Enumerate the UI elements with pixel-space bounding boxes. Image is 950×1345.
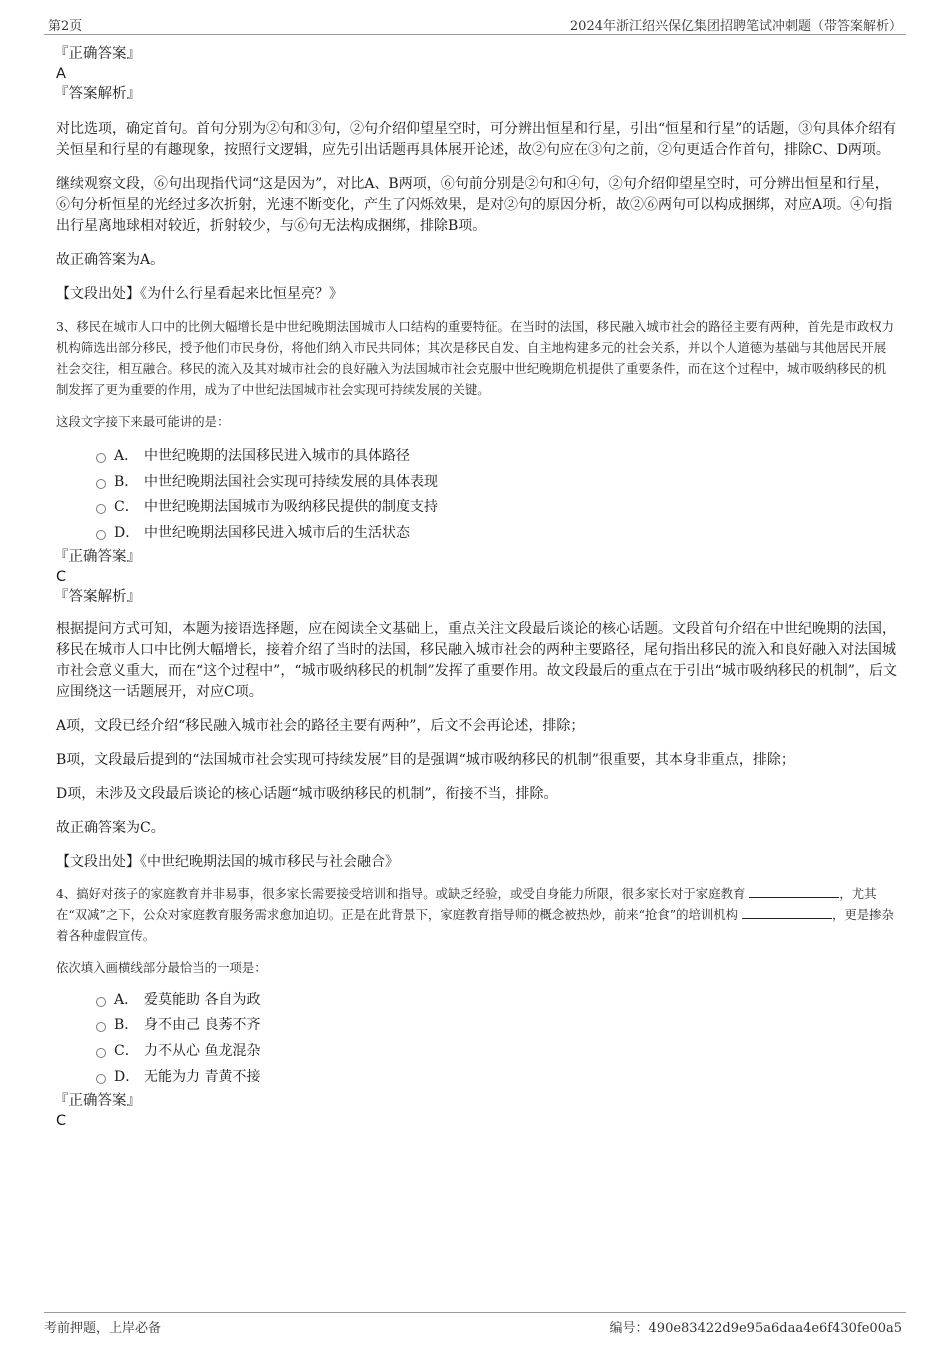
question-text: 4、搞好对孩子的家庭教育并非易事，很多家长需要接受培训和指导。或缺乏经验，或受自身能力所限，很多家长对于家庭教育 ，尤其在“双减”之下，公众对家庭教育服务需求愈加迫切。正是在此背景下，家庭教育指导师的概念被热炒，前来“抢食”的培训机构 ，更是掺杂着各种虚假宣传。 (56, 885, 894, 943)
question-prompt: 这段文字接下来最可能讲的是： (56, 414, 230, 429)
correct-answer-value: C (56, 568, 67, 585)
option-d[interactable]: D． 无能为力 青黄不接 (96, 1065, 898, 1091)
option-b[interactable]: B． 中世纪晚期法国社会实现可持续发展的具体表现 (96, 470, 898, 496)
option-c[interactable]: C． 力不从心 鱼龙混杂 (96, 1039, 898, 1065)
correct-answer-label: 『正确答案』 (54, 46, 141, 62)
question-prompt: 依次填入画横线部分最恰当的一项是： (56, 959, 267, 975)
analysis-paragraph: 故正确答案为A。 (56, 252, 165, 268)
radio-icon[interactable] (96, 479, 106, 489)
radio-icon[interactable] (96, 453, 106, 463)
option-a[interactable]: A． 中世纪晚期的法国移民进入城市的具体路径 (96, 444, 898, 470)
page-number: 第2页 (48, 19, 83, 34)
page-content (56, 44, 898, 1131)
document-title: 2024年浙江绍兴保亿集团招聘笔试冲刺题（带答案解析） (569, 19, 902, 34)
analysis-paragraph: B项，文段最后提到的“法国城市社会实现可持续发展”目的是强调“城市吸纳移民的机制”很重要，其本身非重点，排除； (56, 751, 795, 768)
page-footer (44, 1312, 906, 1335)
radio-icon[interactable] (96, 1022, 106, 1032)
radio-icon[interactable] (96, 530, 106, 540)
radio-icon[interactable] (96, 997, 106, 1007)
footer-slogan: 考前押题，上岸必备 (44, 1321, 162, 1336)
page-header (44, 14, 906, 35)
passage-source: 【文段出处】《中世纪晚期法国的城市移民与社会融合》 (56, 853, 399, 870)
correct-answer-label: 『正确答案』 (54, 1092, 141, 1109)
passage-source: 【文段出处】《为什么行星看起来比恒星亮？》 (56, 286, 343, 302)
radio-icon[interactable] (96, 504, 106, 514)
radio-icon[interactable] (96, 1048, 106, 1058)
option-b[interactable]: B． 身不由己 良莠不齐 (96, 1013, 898, 1039)
fill-blank (742, 906, 832, 919)
option-list (96, 988, 898, 1091)
correct-answer-value: A (56, 66, 66, 82)
analysis-paragraph: 对比选项，确定首句。首句分别为②句和③句，②句介绍仰望星空时，可分辨出恒星和行星，引出“恒星和行星”的话题，③句具体介绍有关恒星和行星的有趣现象，按照行文逻辑，应先引出话题再具体展开论述，故②句应在③句之前，②句更适合作首句，排除C、D两项。 (56, 121, 897, 158)
option-list (96, 444, 898, 547)
analysis-paragraph: A项，文段已经介绍“移民融入城市社会的路径主要有两种”，后文不会再论述，排除； (56, 717, 585, 734)
analysis-paragraph: D项，未涉及文段最后谈论的核心话题“城市吸纳移民的机制”，衔接不当，排除。 (56, 785, 558, 802)
correct-answer-label: 『正确答案』 (54, 548, 141, 565)
analysis-label: 『答案解析』 (54, 588, 141, 605)
fill-blank (749, 885, 839, 898)
option-d[interactable]: D． 中世纪晚期法国移民进入城市后的生活状态 (96, 521, 898, 547)
analysis-paragraph: 故正确答案为C。 (56, 819, 165, 836)
document-id: 编号：490e83422d9e95a6daa4e6f430fe00a5 (609, 1321, 902, 1336)
question-text: 3、移民在城市人口中的比例大幅增长是中世纪晚期法国城市人口结构的重要特征。在当时的法国，移民融入城市社会的路径主要有两种，首先是市政权力机构筛选出部分移民，授予他们市民身份，将他们纳入市民共同体；其次是移民自发、自主地构建多元的社会关系，并以个人道德为基础与其他居民开展社会交往，相互融合。移民的流入及其对城市社会的良好融入为法国城市社会克服中世纪晚期危机提供了重要条件，而在这个过程中，城市吸纳移民的机制发挥了更为重要的作用，成为了中世纪法国城市社会实现可持续发展的关键。 (56, 319, 895, 397)
analysis-paragraph: 继续观察文段，⑥句出现指代词“这是因为”，对比A、B两项，⑥句前分别是②句和④句，②句介绍仰望星空时，可分辨出恒星和行星，⑥句分析恒星的光经过多次折射，光速不断变化，产生了闪烁效果，是对②句的原因分析，故②⑥两句可以构成捆绑，对应A项。④句指出行星离地球相对较近，折射较少，与⑥句无法构成捆绑，排除B项。 (56, 176, 893, 234)
analysis-paragraph: 根据提问方式可知，本题为接语选择题，应在阅读全文基础上，重点关注文段最后谈论的核心话题。文段首句介绍在中世纪晚期的法国，移民在城市人口中比例大幅增长，接着介绍了当时的法国，移民融入城市社会的两种主要路径，尾句指出移民的流入和良好融入对法国城市社会意义重大，而在“这个过程中”，“城市吸纳移民的机制”发挥了重要作用。故文段最后的重点在于引出“城市吸纳移民的机制”，后文应围绕这一话题展开，对应C项。 (56, 620, 897, 700)
analysis-label: 『答案解析』 (54, 86, 141, 102)
correct-answer-value: C (56, 1112, 67, 1129)
option-c[interactable]: C． 中世纪晚期法国城市为吸纳移民提供的制度支持 (96, 495, 898, 521)
option-a[interactable]: A． 爱莫能助 各自为政 (96, 988, 898, 1014)
radio-icon[interactable] (96, 1074, 106, 1084)
